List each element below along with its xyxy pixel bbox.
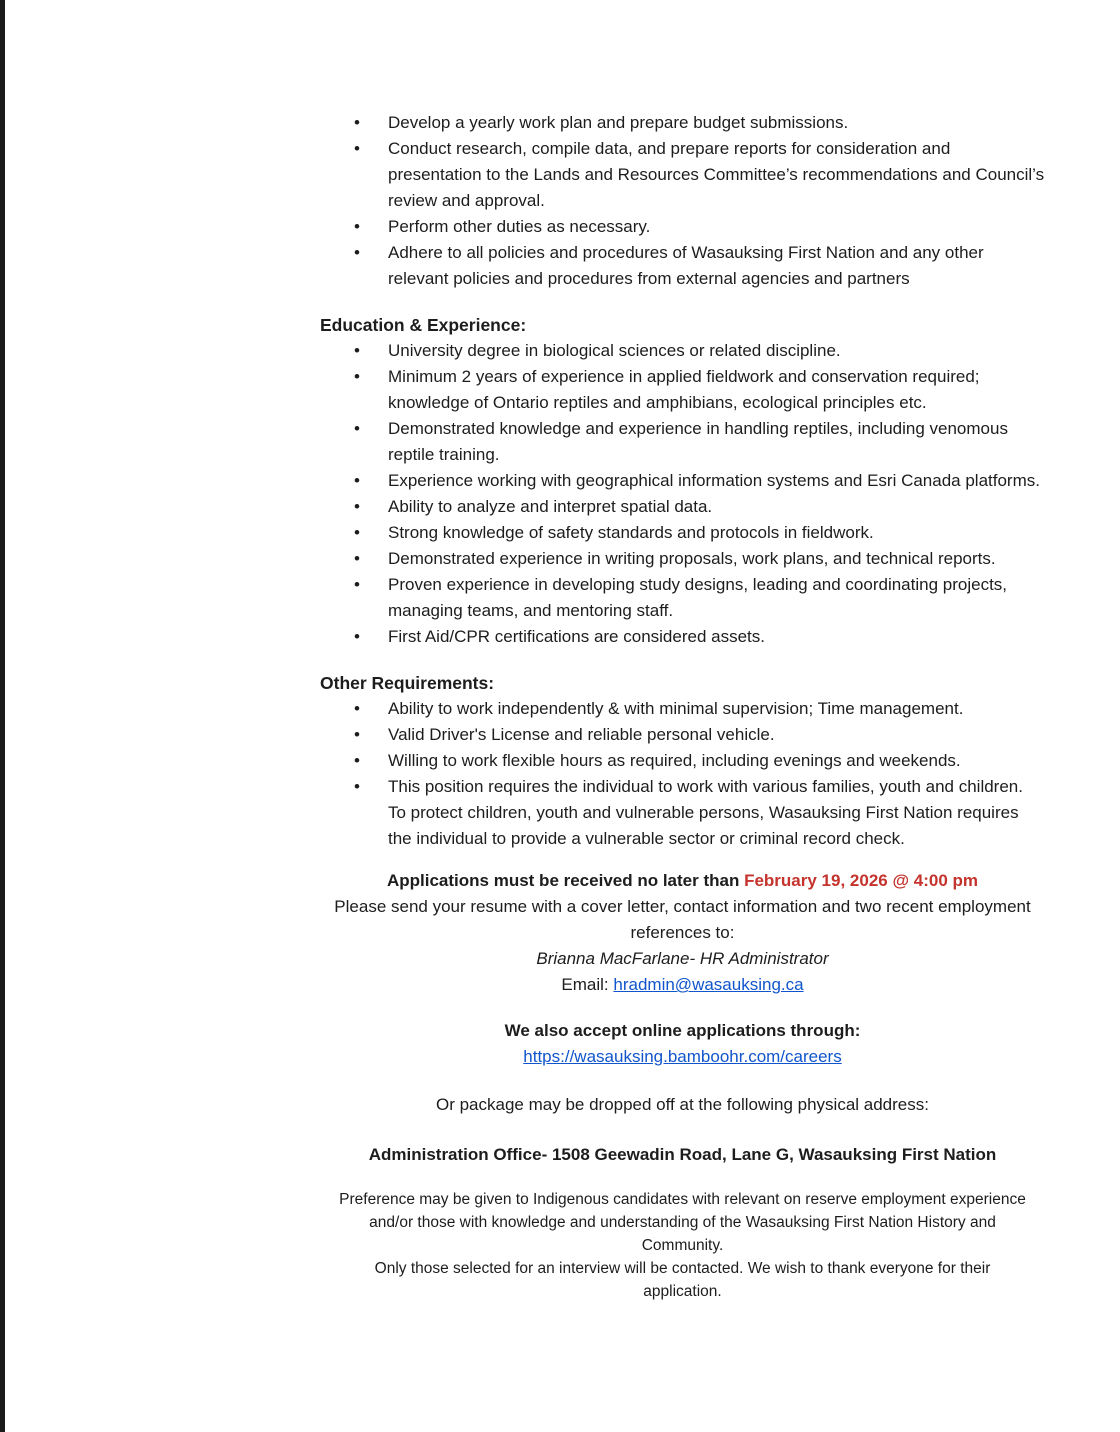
email-label: Email: [561, 975, 614, 994]
closing-notes [338, 1188, 1028, 1303]
section-heading-other-requirements: Other Requirements: [320, 673, 495, 693]
careers-url-link[interactable]: https://wasauksing.bamboohr.com/careers [523, 1047, 842, 1066]
education-item: • Experience working with geographical information systems and Esri Canada platforms. [320, 468, 1045, 494]
requirement-item: • Ability to work independently & with minimal supervision; Time management. [320, 696, 1045, 722]
send-instructions: Please send your resume with a cover letter, contact information and two recent employment references to: [334, 897, 1031, 942]
requirement-item: • Valid Driver's License and reliable personal vehicle. [320, 722, 1045, 748]
duty-item: • Adhere to all policies and procedures of Wasauksing First Nation and any other relevant policies and procedures from external agencies and partners [320, 240, 1045, 292]
deadline-prefix: Applications must be received no later than [386, 871, 745, 890]
online-applications-heading: We also accept online applications through: [504, 1021, 861, 1040]
application-deadline-line [320, 868, 1045, 894]
hr-contact-name: Brianna MacFarlane- HR Administrator [536, 949, 829, 968]
duty-item: • Perform other duties as necessary. [320, 214, 1045, 240]
document-body [320, 0, 1045, 1303]
requirement-item: • This position requires the individual to work with various families, youth and children. To protect children, youth and vulnerable persons, Wasauksing First Nation requires the individual to provide a vulnerable sector or criminal record check. [320, 774, 1045, 852]
deadline-date: February 19, 2026 @ 4:00 pm [744, 871, 978, 890]
education-experience-list [320, 338, 1045, 650]
duty-item: • Conduct research, compile data, and prepare reports for consideration and presentation to the Lands and Resources Committee’s recommendations and Council’s review and approval. [320, 136, 1045, 214]
physical-address: Administration Office- 1508 Geewadin Road, Lane G, Wasauksing First Nation [368, 1145, 997, 1164]
education-item: • Minimum 2 years of experience in applied fieldwork and conservation required; knowledge of Ontario reptiles and amphibians, ecological principles etc. [320, 364, 1045, 416]
education-item: • Ability to analyze and interpret spatial data. [320, 494, 1045, 520]
education-item: • Proven experience in developing study designs, leading and coordinating projects, managing teams, and mentoring staff. [320, 572, 1045, 624]
page-edge-artifact [0, 0, 5, 1432]
education-item: • Demonstrated experience in writing proposals, work plans, and technical reports. [320, 546, 1045, 572]
email-line [320, 972, 1045, 998]
preference-note: Preference may be given to Indigenous candidates with relevant on reserve employment experience and/or those with knowledge and understanding of the Wasauksing First Nation History and Community. [339, 1191, 1026, 1254]
interview-note: Only those selected for an interview will be contacted. We wish to thank everyone for their application. [374, 1260, 991, 1300]
requirement-item: • Willing to work flexible hours as required, including evenings and weekends. [320, 748, 1045, 774]
duty-item: • Develop a yearly work plan and prepare budget submissions. [320, 110, 1045, 136]
education-item: • University degree in biological sciences or related discipline. [320, 338, 1045, 364]
email-link[interactable]: hradmin@wasauksing.ca [613, 975, 804, 994]
dropoff-line: Or package may be dropped off at the following physical address: [436, 1095, 929, 1114]
section-heading-education-experience: Education & Experience: [320, 315, 527, 335]
application-instructions [320, 868, 1045, 1303]
other-requirements-list [320, 696, 1045, 852]
education-item: • First Aid/CPR certifications are considered assets. [320, 624, 1045, 650]
careers-url-line [320, 1044, 1045, 1070]
education-item: • Strong knowledge of safety standards and protocols in fieldwork. [320, 520, 1045, 546]
duties-list [320, 110, 1045, 292]
education-item: • Demonstrated knowledge and experience in handling reptiles, including venomous reptile training. [320, 416, 1045, 468]
